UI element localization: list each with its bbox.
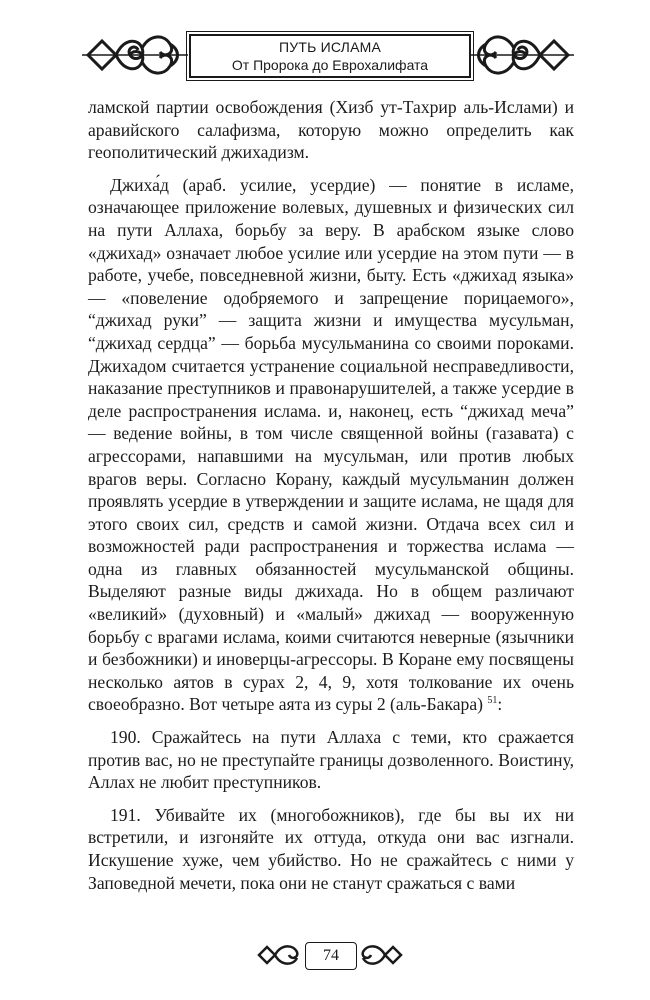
page-body (88, 96, 574, 894)
header-title-box (189, 34, 471, 78)
paragraph-text: Джиха́д (араб. усилие, усердие) — понятие в исламе, означающее приложение волевых, душевных и физических сил на пути Аллаха, борьбу за веру. В арабском языке слово «джихад» означает любое усилие или усердие на этом пути — в работе, учебе, повседневной жизни, быту. Есть «джихад языка» — «повеление одобряемого и запрещение порицаемого», “джихад руки” — защита жизни и имущества мусульман, “джихад сердца” — борьба мусульманина со своими пороками. Джихадом считается устранение социальной несправедливости, наказание преступников и правонарушителей, а также усердие в деле распространения ислама. и, наконец, есть “джихад меча” — ведение войны, в том числе священной войны (газавата) с агрессорами, напавшими на мусульман, или против любых врагов веры. Согласно Корану, каждый мусульманин должен проявлять усердие в утверждении и защите ислама, не щадя для этого своих сил, средств и самой жизни. Отдача всех сил и возможностей ради распространения и торжества ислама — одна из главных обязанностей мусульманской общины. Выделяют разные виды джихада. Но в общем различают «великий» (духовный) и «малый» джихад — вооруженную борьбу с врагами ислама, коими считаются неверные (язычники и безбожники) и иноверцы-агрессоры. В Коране ему посвящены несколько аятов в сурах 2, 4, 9, хотя толкование их очень своеобразно. Вот четыре аята из суры 2 (аль-Бакара) (88, 174, 574, 715)
paragraph-jihad-definition (88, 174, 574, 716)
running-header (80, 28, 576, 82)
verse-190: 190. Сражайтесь на пути Аллаха с теми, кто сражается против вас, но не преступайте границы дозволенного. Воистину, Аллах не любит преступников. (88, 727, 574, 793)
book-title: ПУТЬ ИСЛАМА (278, 39, 382, 55)
paragraph-punctuation: : (497, 694, 503, 715)
verse-191: 191. Убивайте их (многобожников), где бы вы их ни встретили, и изгоняйте их оттуда, откуда они вас изгнали. Искушение хуже, чем убийство. Но не сражайтесь с ними у Заповедной мечети, пока они не станут сражаться с вами (88, 804, 574, 893)
right-ornament-icon (468, 28, 576, 82)
left-ornament-icon (80, 28, 188, 82)
page-footer (255, 936, 405, 974)
footnote-reference: 51 (487, 695, 498, 707)
book-subtitle: От Пророка до Еврохалифата (231, 57, 429, 73)
page-number: 74 (305, 942, 357, 970)
paragraph-continuation: ламской партии освобождения (Хизб ут-Тахрир аль-Ислами) и аравийского салафизма, которую можно определить как геополитический джихадизм. (88, 97, 574, 163)
